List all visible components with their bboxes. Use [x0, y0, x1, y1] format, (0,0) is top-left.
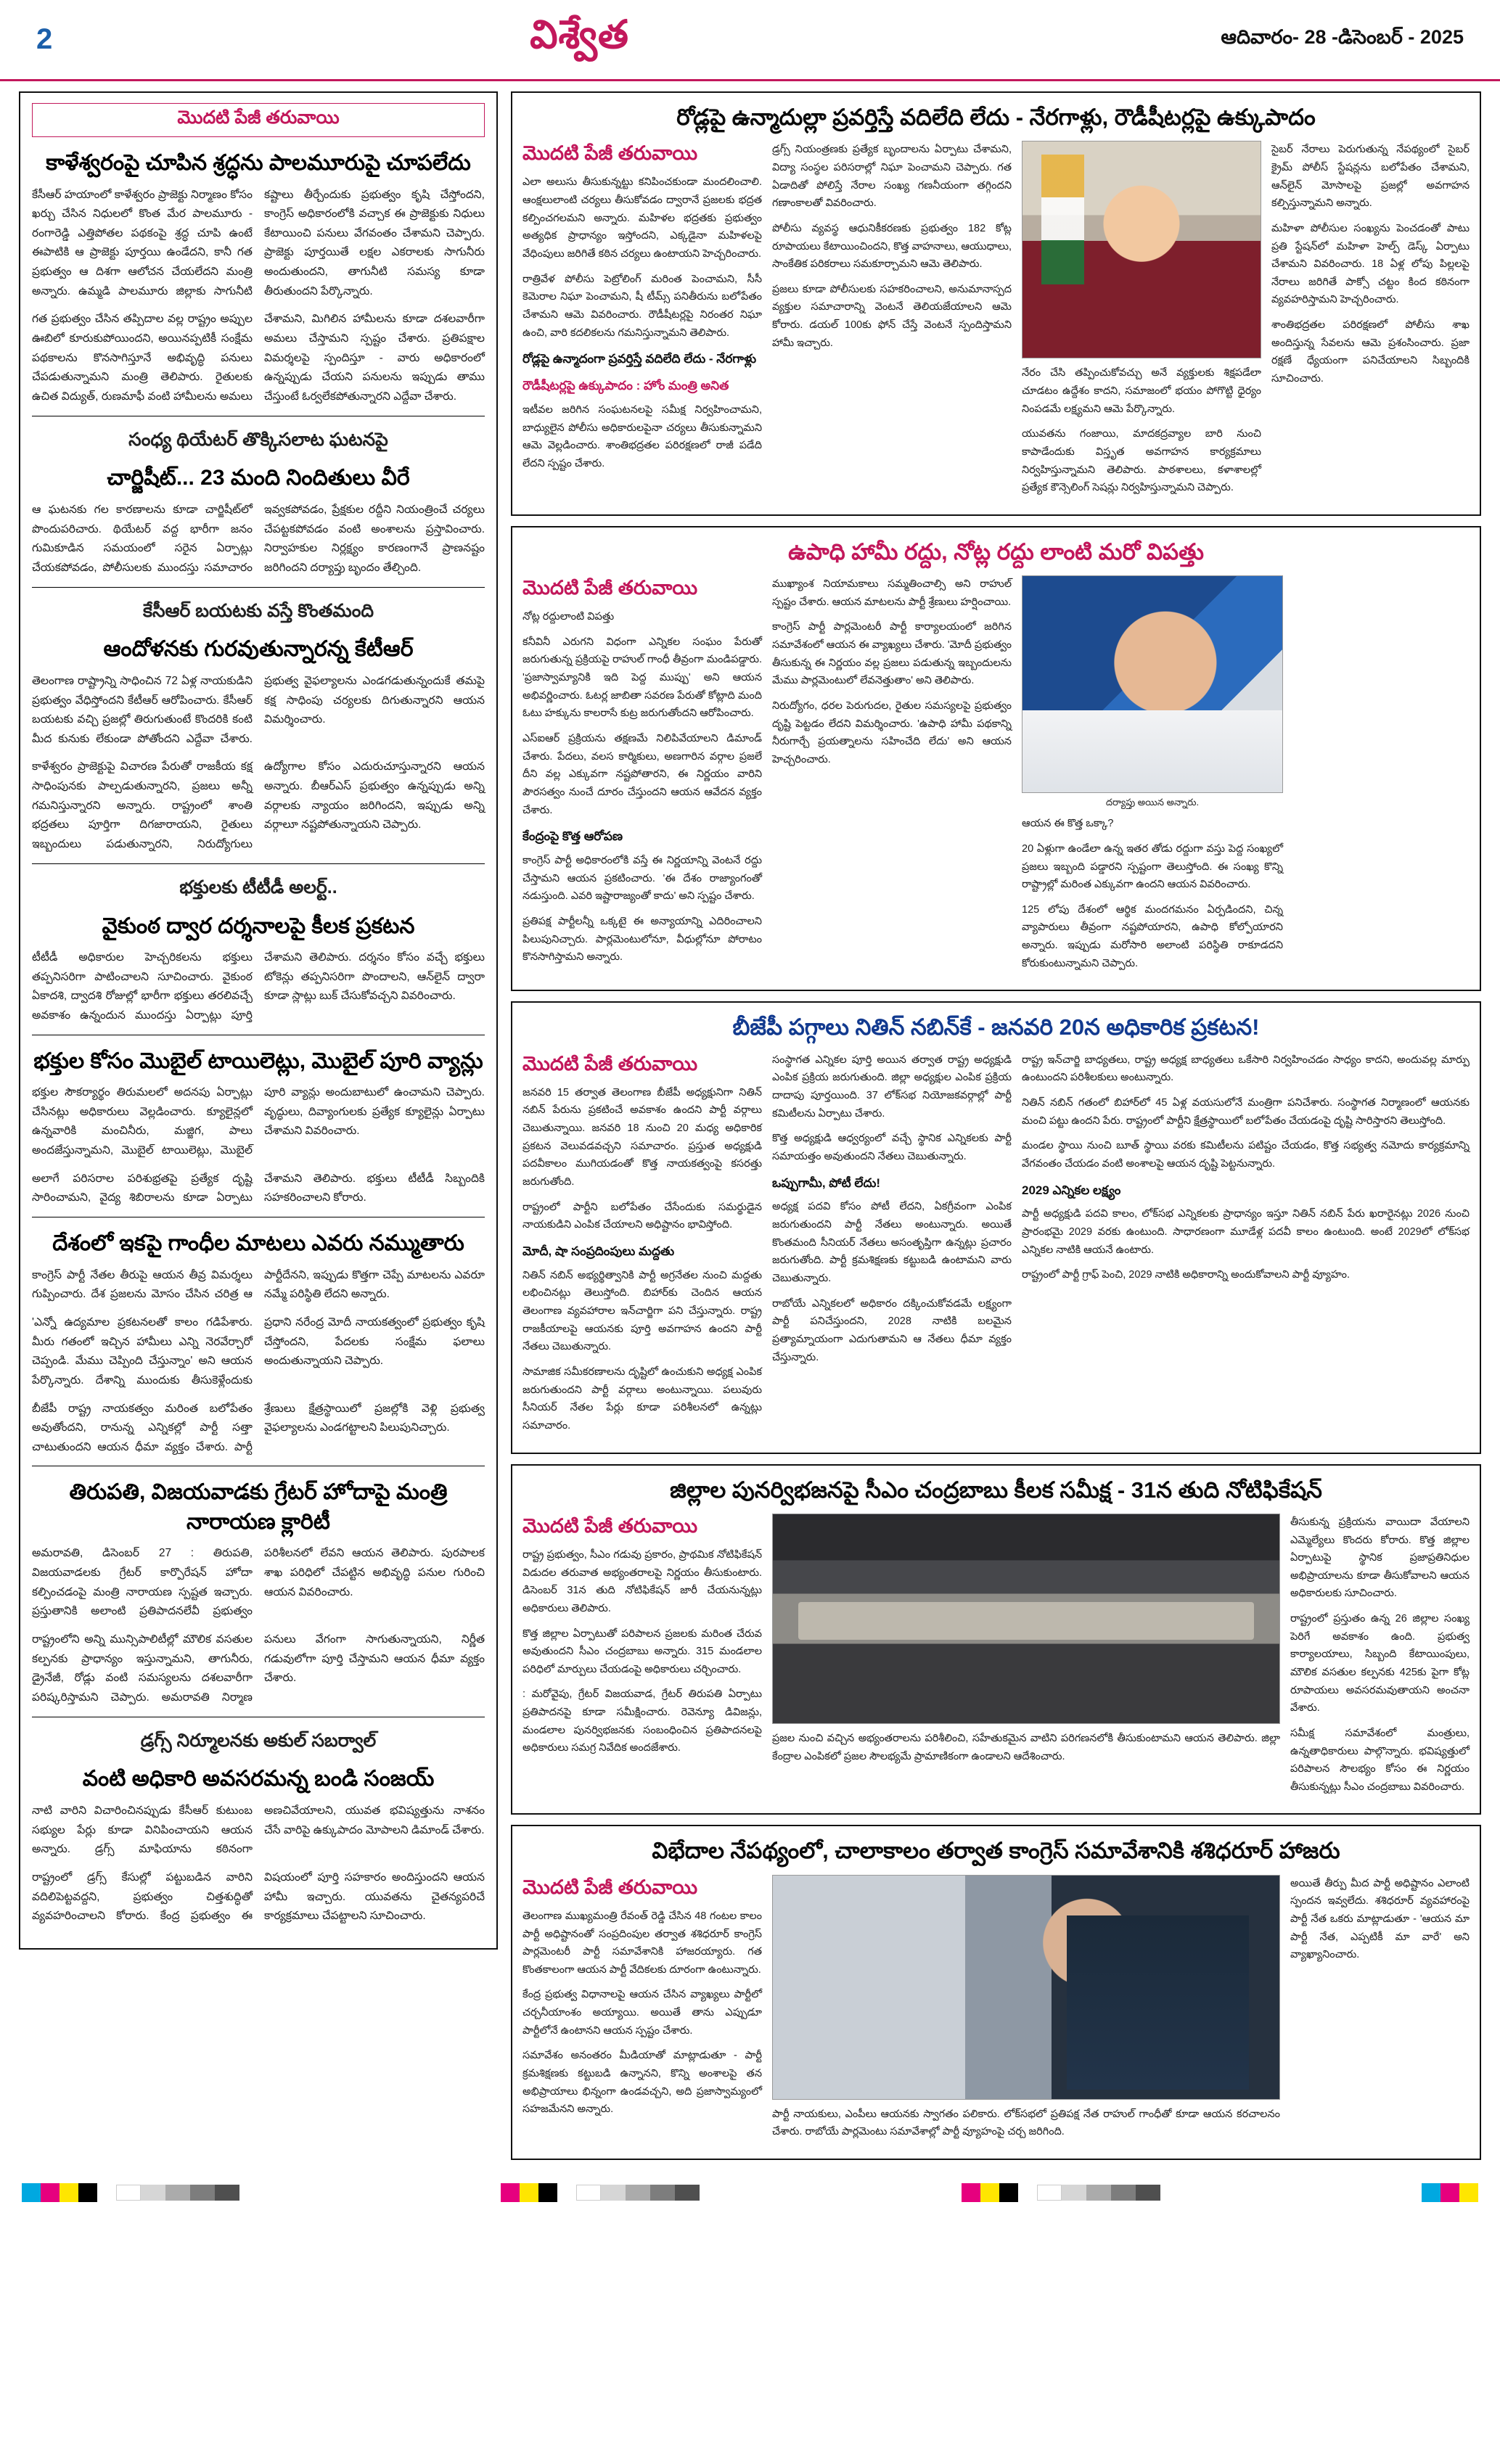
- subheadline: ఒప్పుగామీ, పోటీ లేదు!: [772, 1175, 881, 1190]
- headline: తిరుపతి, విజయవాడకు గ్రేటర్ హోదాపై మంత్రి నారాయణ క్లారిటీ: [69, 1480, 448, 1534]
- gray-step: [1062, 2185, 1086, 2201]
- headline: ఉపాధి హామీ రద్దు, నోట్ల రద్దు లాంటి మరో విపత్తు: [788, 538, 1204, 564]
- story-column: [1271, 141, 1470, 395]
- headline: విభేదాల నేపథ్యంలో, చాలాకాలం తర్వాత కాంగ్రెస్ సమావేశానికి శశిధరూర్ హాజరు: [652, 1838, 1340, 1864]
- paragraph: సైబర్ నేరాలు పెరుగుతున్న నేపథ్యంలో సైబర్ క్రైమ్ పోలీస్ స్టేషన్లను బలోపేతం చేశామని, ఆన్‌లైన్ మోసాలపై ప్రజల్లో అవగాహన కల్పిస్తున్నామని అన్నారు.: [1271, 144, 1470, 210]
- paragraph: నోట్ల రద్దులాంటి విపత్తు: [522, 611, 615, 623]
- left-story-7: [32, 1478, 485, 1707]
- paragraph: ముఖ్యాంశ నియామకాలు సమ్మతించాల్సి అని రాహుల్ స్పష్టం చేశారు. ఆయన మాటలను పార్టీ శ్రేణులు హర్షించాయి.: [772, 578, 1012, 608]
- color-swatches-mid: [501, 2183, 557, 2202]
- photo-caption: దర్యాప్తు అయిన అన్నారు.: [1105, 797, 1200, 808]
- paragraph: రాష్ట్ర ప్రభుత్వం, సీఎం గడువు ప్రకారం, ప్రాథమిక నోటిఫికేషన్ విడుదల తరువాత అభ్యంతరాలపై నిర్ణయం తీసుకుంటారు. డిసెంబర్ 31న తుది నోటిఫికేషన్ జారీ చేయనున్నట్లు అధికారులు తెలిపారు.: [522, 1548, 762, 1614]
- paragraph: జనవరి 15 తర్వాత తెలంగాణ బీజేపీ అధ్యక్షునిగా నితిన్ నబిన్ పేరును ప్రకటించే అవకాశం ఉందని పార్టీ వర్గాలు చెబుతున్నాయి. జనవరి 18 నుంచి 20 మధ్య అధికారిక ప్రకటన వెలువడవచ్చని సమాచారం. ప్రస్తుత అధ్యక్షుడి పదవీకాలం ముగియడంతో కొత్త నాయకత్వంపై కసరత్తు జరుగుతోంది.: [522, 1086, 762, 1188]
- story-photo-block: [1022, 141, 1261, 504]
- paragraph: నేరం చేసి తప్పించుకోవచ్చు అనే వ్యక్తులకు శిక్షపడేలా చూడటం ఉద్దేశం కాదని, సమాజంలో భయం పోగొట్టి ధైర్యం నింపడమే లక్ష్యమని ఆమె పేర్కొన్నారు.: [1022, 367, 1261, 415]
- jump-label: మొదటి పేజీ తరువాయి: [522, 142, 698, 165]
- paragraph: రాష్ట్ర ఇన్‌చార్జి బాధ్యతలు, రాష్ట్ర అధ్యక్ష బాధ్యతలు ఒకేసారి నిర్వహించడం సాధ్యం కాదని, అందువల్ల మార్పు ఉంటుందని పరిశీలకులు అంటున్నారు.: [1022, 1054, 1470, 1084]
- story-bjp-president: [511, 1001, 1481, 1453]
- paragraph: సామాజిక సమీకరణాలను దృష్టిలో ఉంచుకుని అధ్యక్ష ఎంపిక జరుగుతుందని పార్టీ వర్గాలు అంటున్నాయి. పలువురు సీనియర్ నేతల పేర్లు కూడా పరిశీలనలో ఉన్నట్లు సమాచారం.: [522, 1366, 762, 1432]
- paragraph: అలాగే పరిసరాల పరిశుభ్రతపై ప్రత్యేక దృష్టి సారించామని, వైద్య శిబిరాలను కూడా ఏర్పాటు చేశామని తెలిపారు. భక్తులు టీటీడీ సిబ్బందికి సహకరించాలని కోరారు.: [32, 1172, 485, 1204]
- color-swatch: [980, 2183, 999, 2202]
- paragraph: రాష్ట్రంలో ప్రస్తుతం ఉన్న 26 జిల్లాల సంఖ్య పెరిగే అవకాశం ఉంది. ప్రభుత్వ కార్యాలయాలు, సిబ్బంది కేటాయింపులు, మౌలిక వసతుల కల్పనకు 425కు పైగా కోట్ల రూపాయలు అవసరమవుతాయని అంచనా వేశారు.: [1290, 1613, 1470, 1714]
- paragraph: ఇటీవల జరిగిన సంఘటనలపై సమీక్ష నిర్వహించామని, బాధ్యులైన పోలీసు అధికారులపైనా చర్యలు తీసుకున్నామని ఆమె వెల్లడించారు. శాంతిభద్రతల పరిరక్షణలో రాజీ పడేది లేదని స్పష్టం చేశారు.: [522, 403, 762, 469]
- gray-scale-right: [1037, 2185, 1160, 2201]
- headline: బీజేపీ పగ్గాలు నితిన్ నబిన్‌కే - జనవరి 20న అధికారిక ప్రకటన!: [732, 1014, 1260, 1040]
- paragraph: అయితే తీర్పు మీద పార్టీ అధిష్టానం ఎలాంటి స్పందన ఇవ్వలేదు. శశిధరూర్ వ్యవహారంపై పార్టీ నేత ఒకరు మాట్లాడుతూ - 'ఆయన మా పార్టీ నేత, ఎప్పటికీ మా వారే' అని వ్యాఖ్యానించారు.: [1290, 1877, 1470, 1961]
- color-swatch: [501, 2183, 520, 2202]
- paragraph: మహిళా పోలీసుల సంఖ్యను పెంచడంతో పాటు ప్రతి స్టేషన్‌లో మహిళా హెల్ప్ డెస్క్ ఏర్పాటు చేశామని వివరించారు. 18 ఏళ్ల లోపు పిల్లలపై నేరాలు జరిగితే పాక్సో చట్టం కింద కఠినంగా వ్యవహరిస్తామని హెచ్చరించారు.: [1271, 222, 1470, 306]
- paragraph: కేంద్ర ప్రభుత్వ విధానాలపై ఆయన చేసిన వ్యాఖ్యలు పార్టీలో చర్చనీయాంశం అయ్యాయి. అయితే తాను ఎప్పుడూ పార్టీలోనే ఉంటానని ఆయన స్పష్టం చేశారు.: [522, 1989, 762, 2037]
- paragraph: రాబోయే ఎన్నికలలో అధికారం దక్కించుకోవడమే లక్ష్యంగా పార్టీ పనిచేస్తుందని, 2028 నాటికి బలమైన ప్రత్యామ్నాయంగా ఎదుగుతామని ఆ నేతలు ధీమా వ్యక్తం చేస్తున్నారు.: [772, 1297, 1012, 1363]
- paragraph: నిరుద్యోగం, ధరల పెరుగుదల, రైతుల సమస్యలపై ప్రభుత్వం దృష్టి పెట్టడం లేదని విమర్శించారు. 'ఉపాధి హామీ పథకాన్ని నీరుగార్చే ప్రయత్నాలను సహించేది లేదు' అని ఆయన హెచ్చరించారు.: [772, 699, 1012, 765]
- story-column: [772, 1051, 1012, 1374]
- paragraph: భక్తుల సౌకర్యార్థం తిరుమలలో అదనపు ఏర్పాట్లు చేసినట్లు అధికారులు వెల్లడించారు. క్యూలైన్లలో ఉన్నవారికి మంచినీరు, మజ్జిగ, పాలు అందజేస్తున్నామని, మొబైల్ టాయిలెట్లు, మొబైల్ పూరి వ్యాన్లు అందుబాటులో ఉంచామని చెప్పారు. వృద్ధులు, దివ్యాంగులకు ప్రత్యేక క్యూలైన్లు ఏర్పాటు చేశామని వివరించారు.: [32, 1086, 485, 1157]
- paragraph: నితిన్ నబిన్ గతంలో బిహార్‌లో 45 ఏళ్ల వయసులోనే మంత్రిగా పనిచేశారు. సంస్థాగత నిర్మాణంలో ఆయనకు మంచి పట్టు ఉందని పేరు. రాష్ట్రంలో పార్టీని క్షేత్రస్థాయిలో బలోపేతం చేయడంపై దృష్టి సారిస్తారని తెలుస్తోంది.: [1022, 1096, 1470, 1127]
- gray-step: [165, 2185, 190, 2201]
- color-swatch: [538, 2183, 557, 2202]
- story-column: [522, 575, 762, 974]
- left-story-6: [32, 1229, 485, 1457]
- headline: భక్తుల కోసం మొబైల్ టాయిలెట్లు, మొబైల్ పూరి వ్యాన్లు: [33, 1048, 483, 1073]
- story-shashi-tharoor: [511, 1825, 1481, 2160]
- paragraph: కాంగ్రెస్ పార్టీ అధికారంలోకి వస్తే ఈ నిర్ణయాన్ని వెంటనే రద్దు చేస్తామని ఆయన ప్రకటించారు. 'ఈ దేశం రాజ్యాంగంతో నడుస్తుంది. ఎవరి ఇష్టారాజ్యంతో కాదు' అని స్పష్టం చేశారు.: [522, 855, 762, 903]
- left-column: [19, 91, 498, 1950]
- left-story-5: [32, 1047, 485, 1208]
- left-story-2: [32, 428, 485, 578]
- paragraph: నితిన్ నబిన్ అభ్యర్థిత్వానికి పార్టీ అగ్రనేతల నుంచి మద్దతు లభించినట్లు తెలుస్తోంది. బిహార్‌కు చెందిన ఆయన తెలంగాణ వ్యవహారాల ఇన్‌చార్జిగా పని చేస్తున్నారు. రాష్ట్ర రాజకీయాలపై ఆయనకు పూర్తి అవగాహన ఉందని పార్టీ నేతలు చెబుతున్నారు.: [522, 1269, 762, 1353]
- headline: వంటి అధికారి అవసరమన్న బండి సంజయ్: [82, 1767, 435, 1791]
- right-column: [498, 91, 1481, 2170]
- story-district-reorg: [511, 1464, 1481, 1815]
- photo-review-meeting: [772, 1514, 1280, 1724]
- paragraph: తీసుకున్న ప్రక్రియను వాయిదా వేయాలని ఎమ్మెల్యేలు కొందరు కోరారు. కొత్త జిల్లాల ఏర్పాటుపై స్థానిక ప్రజాప్రతినిధుల అభిప్రాయాలను కూడా తీసుకోవాలని ఆయన అధికారులకు సూచించారు.: [1290, 1516, 1470, 1600]
- paragraph: కాంగ్రెస్ పార్టీ నేతల తీరుపై ఆయన తీవ్ర విమర్శలు గుప్పించారు. దేశ ప్రజలను మోసం చేసిన చరిత్ర ఆ పార్టీదేనని, ఇప్పుడు కొత్తగా చెప్పే మాటలను ఎవరూ నమ్మే పరిస్థితి లేదని అన్నారు.: [32, 1268, 485, 1301]
- headline: చార్జిషీట్... 23 మంది నిందితులు వీరే: [107, 466, 410, 490]
- paragraph: తెలంగాణ ముఖ్యమంత్రి రేవంత్ రెడ్డి చేసిన 48 గంటల కాలం పార్టీ అధిష్టానంతో సంప్రదింపుల తర్వాత శశిధరూర్ కాంగ్రెస్ పార్లమెంటరీ పార్టీ సమావేశానికి హాజరయ్యారు. గత కొంతకాలంగా ఆయన పార్టీ వేదికలకు దూరంగా ఉంటున్నారు.: [522, 1910, 762, 1976]
- paragraph: ప్రతిపక్ష పార్టీలన్నీ ఒక్కటై ఈ అన్యాయాన్ని ఎదిరించాలని పిలుపునిచ్చారు. పార్లమెంటులోనూ, వీధుల్లోనూ పోరాటం కొనసాగిస్తామని అన్నారు.: [522, 916, 762, 964]
- color-swatch: [1422, 2183, 1440, 2202]
- photo-home-minister: [1022, 141, 1261, 358]
- paragraph: ఎలా అలుసు తీసుకున్నట్టు కనిపించకుండా మందలించాలి. ఆంక్షలులాంటి చర్యలు తీసుకోవడం ద్వారానే ప్రజలకు భద్రత కల్పించగలమని అన్నారు. మహిళల భద్రతకు ప్రభుత్వం అత్యధిక ప్రాధాన్యం ఇస్తోందని, ఎక్కడైనా మహిళలపై వేధింపులు జరిగితే కఠిన చర్యలు ఉంటాయని హెచ్చరించారు.: [522, 176, 762, 260]
- color-swatches-end: [1422, 2183, 1478, 2202]
- jump-label: మొదటి పేజీ తరువాయి: [32, 103, 485, 137]
- gray-step: [1136, 2185, 1160, 2201]
- paragraph: పార్టీ నాయకులు, ఎంపీలు ఆయనకు స్వాగతం పలికారు. లోక్‌సభలో ప్రతిపక్ష నేత రాహుల్ గాంధీతో కూడా ఆయన కరచాలనం చేశారు. రాబోయే పార్లమెంటు సమావేశాల్లో పార్టీ వ్యూహంపై చర్చ జరిగింది.: [772, 2108, 1280, 2138]
- jump-label: మొదటి పేజీ తరువాయి: [522, 577, 698, 599]
- gray-step: [141, 2185, 165, 2201]
- color-swatch: [60, 2183, 78, 2202]
- jump-label: మొదటి పేజీ తరువాయి: [522, 1876, 698, 1898]
- color-swatch: [520, 2183, 538, 2202]
- paragraph: గత ప్రభుత్వం చేసిన తప్పిదాల వల్ల రాష్ట్రం అప్పుల ఊబిలో కూరుకుపోయిందని, అయినప్పటికీ సంక్షేమ పథకాలను కొనసాగిస్తూనే అభివృద్ధి పనులు చేపడుతున్నామని మంత్రి తెలిపారు. రైతులకు ఉచిత విద్యుత్, రుణమాఫీ వంటి హామీలను అమలు చేశామని, మిగిలిన హామీలను కూడా దశలవారీగా అమలు చేస్తామని స్పష్టం చేశారు. ప్రతిపక్షాల విమర్శలపై స్పందిస్తూ - వారు అధికారంలో ఉన్నప్పుడు చేయని పనులను ఇప్పుడు తాము చేస్తుంటే ఓర్వలేకపోతున్నారని ఎద్దేవా చేశారు.: [32, 313, 485, 403]
- gray-step: [1037, 2185, 1062, 2201]
- gray-step: [1086, 2185, 1111, 2201]
- story-column: [772, 141, 1012, 359]
- headline: కాళేశ్వరంపై చూపిన శ్రద్ధను పాలమూరుపై చూపలేదు: [46, 151, 471, 175]
- paragraph: 'ఎన్నో ఉద్యమాల ప్రకటనలతో కాలం గడిపేశారు. మీరు గతంలో ఇచ్చిన హామీలు ఎన్ని నెరవేర్చారో చెప్పండి. మేము చెప్పింది చేస్తున్నాం' అని ఆయన పేర్కొన్నారు. దేశాన్ని ముందుకు తీసుకెళ్లేందుకు ప్రధాని నరేంద్ర మోదీ నాయకత్వంలో ప్రభుత్వం కృషి చేస్తోందని, పేదలకు సంక్షేమ ఫలాలు అందుతున్నాయని చెప్పారు.: [32, 1315, 485, 1387]
- paragraph: పార్టీ అధ్యక్షుడి పదవి కాలం, లోక్‌సభ ఎన్నికలకు ప్రాధాన్యం ఇస్తూ నితిన్ నబిన్ పేరు ఖరారైనట్లు 2026 నుంచి ప్రారంభమై 2029 వరకు ఉంటుంది. సాధారణంగా మూడేళ్ల పదవీ కాలం ఉంటుంది. అంటే 2029లో లోక్‌సభ ఎన్నికల నాటికి ఆయనే ఉంటారు.: [1022, 1208, 1470, 1256]
- paragraph: పోలీసు వ్యవస్థ ఆధునికీకరణకు ప్రభుత్వం 182 కోట్ల రూపాయలు కేటాయించిందని, కొత్త వాహనాలు, ఆయుధాలు, సాంకేతిక పరికరాలు సమకూర్చామని ఆమె తెలిపారు.: [772, 222, 1012, 271]
- gray-step: [601, 2185, 626, 2201]
- paragraph: కొత్త అధ్యక్షుడి ఆధ్వర్యంలో వచ్చే స్థానిక ఎన్నికలకు పార్టీ సమాయత్తం అవుతుందని నేతలు చెబుతున్నారు.: [772, 1133, 1012, 1162]
- gray-step: [190, 2185, 215, 2201]
- paragraph: కొత్త జిల్లాల ఏర్పాటుతో పరిపాలన ప్రజలకు మరింత చేరువ అవుతుందని సీఎం చంద్రబాబు అన్నారు. 315 మండలాల పరిధిలో మార్పులు చేయడంపై అధికారులు చర్చించారు.: [522, 1627, 762, 1675]
- gray-step: [650, 2185, 675, 2201]
- paragraph: రాష్ట్రంలోని అన్ని మున్సిపాలిటీల్లో మౌలిక వసతుల కల్పనకు ప్రాధాన్యం ఇస్తున్నామని, తాగునీరు, డ్రైనేజీ, రోడ్లు వంటి సమస్యలను దశలవారీగా పరిష్కరిస్తామని చెప్పారు. అమరావతి నిర్మాణ పనులు వేగంగా సాగుతున్నాయని, నిర్ణీత గడువులోగా పూర్తి చేస్తామని ఆయన ధీమా వ్యక్తం చేశారు.: [32, 1633, 485, 1704]
- gray-step: [1111, 2185, 1136, 2201]
- story-column: [1290, 1514, 1470, 1804]
- paragraph: సమీక్ష సమావేశంలో మంత్రులు, ఉన్నతాధికారులు పాల్గొన్నారు. భవిష్యత్తులో పరిపాలన సౌలభ్యం కోసం ఈ నిర్ణయం తీసుకున్నట్లు సీఎం చంద్రబాబు వివరించారు.: [1290, 1727, 1470, 1793]
- paragraph: సంస్థాగత ఎన్నికల పూర్తి అయిన తర్వాత రాష్ట్ర అధ్యక్షుడి ఎంపిక ప్రక్రియ జరుగుతుంది. జిల్లా అధ్యక్షుల ఎంపిక ప్రక్రియ దాదాపు పూర్తయింది. 37 లోక్‌సభ నియోజకవర్గాల్లో పార్టీ కమిటీలను ఏర్పాటు చేశారు.: [772, 1054, 1012, 1120]
- paragraph: టీటీడీ అధికారుల హెచ్చరికలను భక్తులు తప్పనిసరిగా పాటించాలని సూచించారు. వైకుంఠ ఏకాదశి, ద్వాదశి రోజుల్లో భారీగా భక్తులు తరలివచ్చే అవకాశం ఉన్నందున ముందస్తు ఏర్పాట్లు పూర్తి చేశామని తెలిపారు. దర్శనం కోసం వచ్చే భక్తులు టోకెన్లు తప్పనిసరిగా పొందాలని, ఆన్‌లైన్ ద్వారా కూడా స్లాట్లు బుక్ చేసుకోవచ్చని వివరించారు.: [32, 951, 485, 1022]
- color-swatch: [22, 2183, 41, 2202]
- paragraph: బీజేపీ రాష్ట్ర నాయకత్వం మరింత బలోపేతం అవుతోందని, రానున్న ఎన్నికల్లో పార్టీ సత్తా చాటుతుందని ఆయన ధీమా వ్యక్తం చేశారు. పార్టీ శ్రేణులు క్షేత్రస్థాయిలో ప్రజల్లోకి వెళ్లి ప్రభుత్వ వైఫల్యాలను ఎండగట్టాలని పిలుపునిచ్చారు.: [32, 1402, 485, 1453]
- paragraph: ఎస్ఐఆర్ ప్రక్రియను తక్షణమే నిలిపివేయాలని డిమాండ్ చేశారు. పేదలు, వలస కార్మికులు, అణగారిన వర్గాల ప్రజలే దీని వల్ల ఎక్కువగా నష్టపోతారని, ఈ నిర్ణయం వారిని పౌరసత్వం నుంచే దూరం చేస్తుందని ఆయన ఆవేదన వ్యక్తం చేశారు.: [522, 733, 762, 816]
- gray-step: [675, 2185, 700, 2201]
- story-police-crackdown: [511, 91, 1481, 516]
- paragraph: రాష్ట్రంలో పార్టీని బలోపేతం చేసేందుకు సమర్థుడైన నాయకుడిని ఎంపిక చేయాలని అధిష్టానం భావిస్తోంది.: [522, 1201, 762, 1231]
- paragraph: ప్రజలు కూడా పోలీసులకు సహకరించాలని, అనుమానాస్పద వ్యక్తుల సమాచారాన్ని వెంటనే తెలియజేయాలని ఆమె కోరారు. డయల్ 100కు ఫోన్ చేస్తే వెంటనే స్పందిస్తామని హామీ ఇచ్చారు.: [772, 283, 1012, 349]
- color-swatches-left: [22, 2183, 97, 2202]
- story-rahul-gandhi: [511, 526, 1481, 992]
- color-swatch: [41, 2183, 60, 2202]
- issue-date: ఆదివారం- 28 -డిసెంబర్ - 2025: [1221, 25, 1464, 48]
- paragraph: కాంగ్రెస్ పార్టీ పార్లమెంటరీ పార్టీ కార్యాలయంలో జరిగిన సమావేశంలో ఆయన ఈ వ్యాఖ్యలు చేశారు. 'మోదీ ప్రభుత్వం తీసుకున్న ఈ నిర్ణయం వల్ల ప్రజలు పడుతున్న ఇబ్బందులను మేము పార్లమెంటులో లేవనెత్తుతాం' అని తెలిపారు.: [772, 621, 1012, 687]
- paragraph: ఆయన ఈ కొత్త ఒక్కా?: [1022, 818, 1114, 830]
- subheadline: కేంద్రంపై కొత్త ఆరోపణ: [522, 829, 623, 844]
- headline: జిల్లాల పునర్విభజనపై సీఎం చంద్రబాబు కీలక సమీక్ష - 31న తుది నోటిఫికేషన్: [670, 1477, 1322, 1503]
- story-column: [522, 1514, 762, 1765]
- paragraph: శాంతిభద్రతల పరిరక్షణలో పోలీసు శాఖ అందిస్తున్న సేవలను ఆమె ప్రశంసించారు. ప్రజా రక్షణే ధ్యేయంగా పనిచేయాలని సిబ్బందికి సూచించారు.: [1271, 319, 1470, 385]
- headline: దేశంలో ఇకపై గాంధీల మాటలు ఎవరు నమ్ముతారు: [52, 1231, 464, 1256]
- divider: [32, 587, 485, 588]
- kicker: సంధ్య థియేటర్ తొక్కిసలాట ఘటనపై: [128, 429, 388, 450]
- color-swatch: [78, 2183, 97, 2202]
- color-swatch: [962, 2183, 980, 2202]
- paragraph: 125 లోపు దేశంలో ఆర్థిక మందగమనం ఏర్పడిందని, చిన్న వ్యాపారులు తీవ్రంగా నష్టపోయారని, ఉపాధి కోల్పోయారని అన్నారు. ఇప్పుడు మరోసారి అలాంటి పరిస్థితి రాకూడదని కోరుకుంటున్నామని చెప్పారు.: [1022, 903, 1283, 969]
- left-story-3: [32, 599, 485, 855]
- page-content: [0, 81, 1500, 2170]
- gray-scale-left: [116, 2185, 239, 2201]
- story-photo-block: [1022, 575, 1283, 980]
- kicker: భక్తులకు టీటీడీ అలర్ట్..: [179, 876, 337, 898]
- kicker: కేసీఆర్ బయటకు వస్తే కొంతమంది: [142, 600, 374, 621]
- paragraph: ఆ ఘటనకు గల కారణాలను కూడా చార్జిషీట్‌లో పొందుపరిచారు. థియేటర్ వద్ద భారీగా జనం గుమికూడిన సమయంలో సరైన ఏర్పాట్లు చేయకపోవడం, పోలీసులకు ముందస్తు సమాచారం ఇవ్వకపోవడం, ప్రేక్షకుల రద్దీని నియంత్రించే చర్యలు చేపట్టకపోవడం వంటి అంశాలను ప్రస్తావించారు. నిర్వాహకుల నిర్లక్ష్యం కారణంగానే ప్రాణనష్టం జరిగిందని దర్యాప్తు బృందం తేల్చింది.: [32, 503, 485, 574]
- story-photo-block: [772, 1875, 1280, 2148]
- subheadline: రోడ్లపై ఉన్మాదంగా ప్రవర్తిస్తే వదిలేది లేదు - నేరగాళ్లు: [522, 352, 757, 366]
- paragraph: కనీవినీ ఎరుగని విధంగా ఎన్నికల సంఘం పేరుతో జరుగుతున్న ప్రక్రియపై రాహుల్ గాంధీ తీవ్రంగా మండిపడ్డారు. 'ప్రజాస్వామ్యానికి ఇది పెద్ద ముప్పు' అని ఆయన అభివర్ణించారు. ఓటర్ల జాబితా సవరణ పేరుతో కోట్లాది మంది ఓటు హక్కును కాలరాసే కుట్ర జరుగుతోందని ఆరోపించారు.: [522, 636, 762, 720]
- subheadline: రౌడీషీటర్లపై ఉక్కుపాదం : హోం మంత్రి అనిత: [522, 379, 729, 393]
- jump-label: మొదటి పేజీ తరువాయి: [522, 1514, 698, 1537]
- gray-step: [215, 2185, 239, 2201]
- left-story-4: [32, 876, 485, 1026]
- paragraph: రాత్రివేళ పోలీసు పెట్రోలింగ్ మరింత పెంచామని, సీసీ కెమెరాల నిఘా పెంచామని, షీ టీమ్స్ పనితీరును బలోపేతం చేశామని ఆమె వివరించారు. రౌడీషీటర్లపై నిరంతర నిఘా ఉంచి, వారి కదలికలను గమనిస్తున్నామని తెలిపారు.: [522, 273, 762, 339]
- gray-step: [116, 2185, 141, 2201]
- story-column: [522, 141, 762, 480]
- paragraph: నాటి వారిని విచారించినప్పుడు కేసీఆర్ కుటుంబ సభ్యుల పేర్లు కూడా వినిపించాయని ఆయన అన్నారు. డ్రగ్స్ మాఫియాను కఠినంగా అణచివేయాలని, యువత భవిష్యత్తును నాశనం చేసే వారిపై ఉక్కుపాదం మోపాలని డిమాండ్ చేశారు.: [32, 1804, 485, 1856]
- paragraph: మండల స్థాయి నుంచి బూత్ స్థాయి వరకు కమిటీలను పటిష్టం చేయడం, కొత్త సభ్యత్వ నమోదు కార్యక్రమాన్ని వేగవంతం చేయడం వంటి అంశాలపై ఆయన దృష్టి పెట్టనున్నారు.: [1022, 1140, 1470, 1170]
- story-column: [522, 1875, 762, 2126]
- paragraph: డ్రగ్స్ నియంత్రణకు ప్రత్యేక బృందాలను ఏర్పాటు చేశామని, విద్యా సంస్థల పరిసరాల్లో నిఘా పెంచామని చెప్పారు. గత ఏడాదితో పోలిస్తే నేరాల సంఖ్య గణనీయంగా తగ్గిందని గణాంకాలతో వివరించారు.: [772, 144, 1012, 210]
- story-column: [1290, 1875, 1470, 1971]
- subheadline: మోదీ, షా సంప్రదింపులు మద్దతు: [522, 1244, 675, 1258]
- color-swatch: [1459, 2183, 1478, 2202]
- paragraph: అధ్యక్ష పదవి కోసం పోటీ లేదని, ఏకగ్రీవంగా ఎంపిక జరుగుతుందని పార్టీ నేతలు అంటున్నారు. అయితే కొంతమంది సీనియర్ నేతలు అసంతృప్తిగా ఉన్నట్లు ప్రచారం జరుగుతోంది. పార్టీ క్రమశిక్షణకు కట్టుబడి ఉంటామని వారు చెబుతున్నారు.: [772, 1201, 1012, 1284]
- headline: వైకుంఠ ద్వార దర్శనాలపై కీలక ప్రకటన: [102, 913, 415, 938]
- story-column: [1022, 1051, 1470, 1291]
- story-column: [772, 575, 1012, 776]
- paragraph: : మరోవైపు, గ్రేటర్ విజయవాడ, గ్రేటర్ తిరుపతి ఏర్పాటు ప్రతిపాదనపై కూడా సమీక్షించారు. రెవెన్యూ డివిజన్లు, మండలాల పునర్విభజనకు సంబంధించిన ప్రతిపాదనలపై అధికారులు సమగ్ర నివేదిక అందజేశారు.: [522, 1688, 762, 1754]
- photo-rahul-gandhi: [1022, 575, 1283, 793]
- paragraph: కేసీఆర్ హయాంలో కాళేశ్వరం ప్రాజెక్టు నిర్మాణం కోసం ఖర్చు చేసిన నిధులలో కొంత మేర పాలమూరు - రంగారెడ్డి ఎత్తిపోతల పథకంపై శ్రద్ధ చూపి ఉంటే ఈపాటికి ఆ ప్రాజెక్టు పూర్తయి ఉండేదని, కానీ గత ప్రభుత్వం ఆ దిశగా ఆలోచన చేయలేదని మంత్రి అన్నారు. ఉమ్మడి పాలమూరు జిల్లాకు సాగునీటి కష్టాలు తీర్చేందుకు ప్రభుత్వం కృషి చేస్తోందని, కాంగ్రెస్ అధికారంలోకి వచ్చాక ఈ ప్రాజెక్టుకు నిధులు కేటాయించి పనులు వేగవంతం చేశామని చెప్పారు. ప్రాజెక్టు పూర్తయితే లక్షల ఎకరాలకు సాగునీరు అందుతుందని, తాగునీటి సమస్య కూడా తీరుతుందని పేర్కొన్నారు.: [32, 188, 485, 297]
- publication-logo: విశ్వేత: [530, 12, 629, 57]
- kicker: డ్రగ్స్ నిర్మూలనకు అకుల్ సబర్వాల్: [140, 1730, 377, 1751]
- divider: [32, 863, 485, 864]
- left-story-8: [32, 1729, 485, 1926]
- print-registration-bar: [0, 2170, 1500, 2221]
- paragraph: రాష్ట్రంలో డ్రగ్స్ కేసుల్లో పట్టుబడిన వారిని వదిలిపెట్టవద్దని, ప్రభుత్వం చిత్తశుద్ధితో వ్యవహరించాలని కోరారు. కేంద్ర ప్రభుత్వం ఈ విషయంలో పూర్తి సహకారం అందిస్తుందని ఆయన హామీ ఇచ్చారు. యువతను చైతన్యపరిచే కార్యక్రమాలు చేపట్టాలని సూచించారు.: [32, 1870, 485, 1923]
- story-column: [522, 1051, 762, 1442]
- paragraph: తెలంగాణ రాష్ట్రాన్ని సాధించిన 72 ఏళ్ల నాయకుడిని ప్రభుత్వం వేధిస్తోందని కేటీఆర్ ఆరోపించారు. కేసీఆర్ బయటకు వచ్చి ప్రజల్లో తిరుగుతుంటే కొందరికి కంటి మీద కునుకు లేకుండా పోతోందని ఎద్దేవా చేశారు. ప్రభుత్వ వైఫల్యాలను ఎండగడుతున్నందుకే తమపై కక్ష సాధింపు చర్యలకు దిగుతున్నారని ఆయన విమర్శించారు.: [32, 674, 485, 745]
- paragraph: రాష్ట్రంలో పార్టీ గ్రాఫ్ పెంచి, 2029 నాటికి అధికారాన్ని అందుకోవాలని పార్టీ వ్యూహం.: [1022, 1269, 1351, 1281]
- paragraph: ప్రజల నుంచి వచ్చిన అభ్యంతరాలను పరిశీలించి, సహేతుకమైన వాటిని పరిగణనలోకి తీసుకుంటామని ఆయన తెలిపారు. జిల్లా కేంద్రాల ఎంపికలో ప్రజల సౌలభ్యమే ప్రామాణికంగా ఉండాలని ఆదేశించారు.: [772, 1732, 1280, 1762]
- paragraph: యువతను గంజాయి, మాదకద్రవ్యాల బారి నుంచి కాపాడేందుకు విస్తృత అవగాహన కార్యక్రమాలు నిర్వహిస్తున్నామని తెలిపారు. పాఠశాలలు, కళాశాలల్లో ప్రత్యేక కౌన్సెలింగ్ సెషన్లు నిర్వహిస్తున్నామని చెప్పారు.: [1022, 428, 1261, 494]
- paragraph: సమావేశం అనంతరం మీడియాతో మాట్లాడుతూ - పార్టీ క్రమశిక్షణకు కట్టుబడి ఉన్నానని, కొన్ని అంశాలపై తన అభిప్రాయాలు భిన్నంగా ఉండవచ్చని, అది ప్రజాస్వామ్యంలో సహజమేనని అన్నారు.: [522, 2050, 762, 2116]
- paragraph: అమరావతి, డిసెంబర్ 27 : తిరుపతి, విజయవాడలకు గ్రేటర్ కార్పొరేషన్ హోదా కల్పించడంపై మంత్రి నారాయణ స్పష్టత ఇచ్చారు. ప్రస్తుతానికి అలాంటి ప్రతిపాదనలేవీ ప్రభుత్వం పరిశీలనలో లేవని ఆయన తెలిపారు. పురపాలక శాఖ పరిధిలో చేపట్టిన అభివృద్ధి పనుల గురించి ఆయన వివరించారు.: [32, 1547, 485, 1618]
- story-photo-block: [772, 1514, 1280, 1773]
- headline: రోడ్లపై ఉన్మాదుల్లా ప్రవర్తిస్తే వదిలేది లేదు - నేరగాళ్లు, రౌడీషీటర్లపై ఉక్కుపాదం: [676, 104, 1316, 130]
- jump-label: మొదటి పేజీ తరువాయి: [522, 1052, 698, 1075]
- left-story-1: [32, 149, 485, 407]
- page-number: 2: [36, 23, 53, 55]
- color-swatch: [1440, 2183, 1459, 2202]
- color-swatches-right: [962, 2183, 1018, 2202]
- gray-step: [626, 2185, 650, 2201]
- paragraph: 20 ఏళ్లుగా ఉండేలా ఉన్న ఇతర తోడు రద్దుగా వస్తు పెద్ద సంఖ్యలో ప్రజలు ఇబ్బంది పడ్డారని స్పష్టంగా తెలుస్తోంది. ఈ సంఖ్య కొన్ని రాష్ట్రాల్లో మరింత ఎక్కువగా ఉందని ఆయన వివరించారు.: [1022, 842, 1283, 891]
- color-swatch: [999, 2183, 1018, 2202]
- gray-step: [576, 2185, 601, 2201]
- photo-shashi-tharoor: [772, 1875, 1280, 2100]
- subheadline: 2029 ఎన్నికల లక్ష్యం: [1022, 1183, 1121, 1197]
- gray-scale-mid: [576, 2185, 700, 2201]
- paragraph: కాళేశ్వరం ప్రాజెక్టుపై విచారణ పేరుతో రాజకీయ కక్ష సాధింపునకు పాల్పడుతున్నారని, ప్రజలు అన్నీ గమనిస్తున్నారని అన్నారు. రాష్ట్రంలో శాంతి భద్రతలు పూర్తిగా దిగజారాయని, రైతులు ఇబ్బందులు పడుతున్నారని, నిరుద్యోగులు ఉద్యోగాల కోసం ఎదురుచూస్తున్నారని ఆయన అన్నారు. బీఆర్ఎస్ ప్రభుత్వం ఉన్నప్పుడు అన్ని వర్గాలకు న్యాయం జరిగిందని, ఇప్పుడు అన్ని వర్గాలూ నష్టపోతున్నాయని చెప్పారు.: [32, 760, 485, 851]
- headline: ఆందోళనకు గురవుతున్నారన్న కేటీఆర్: [103, 637, 414, 662]
- masthead: [0, 0, 1500, 81]
